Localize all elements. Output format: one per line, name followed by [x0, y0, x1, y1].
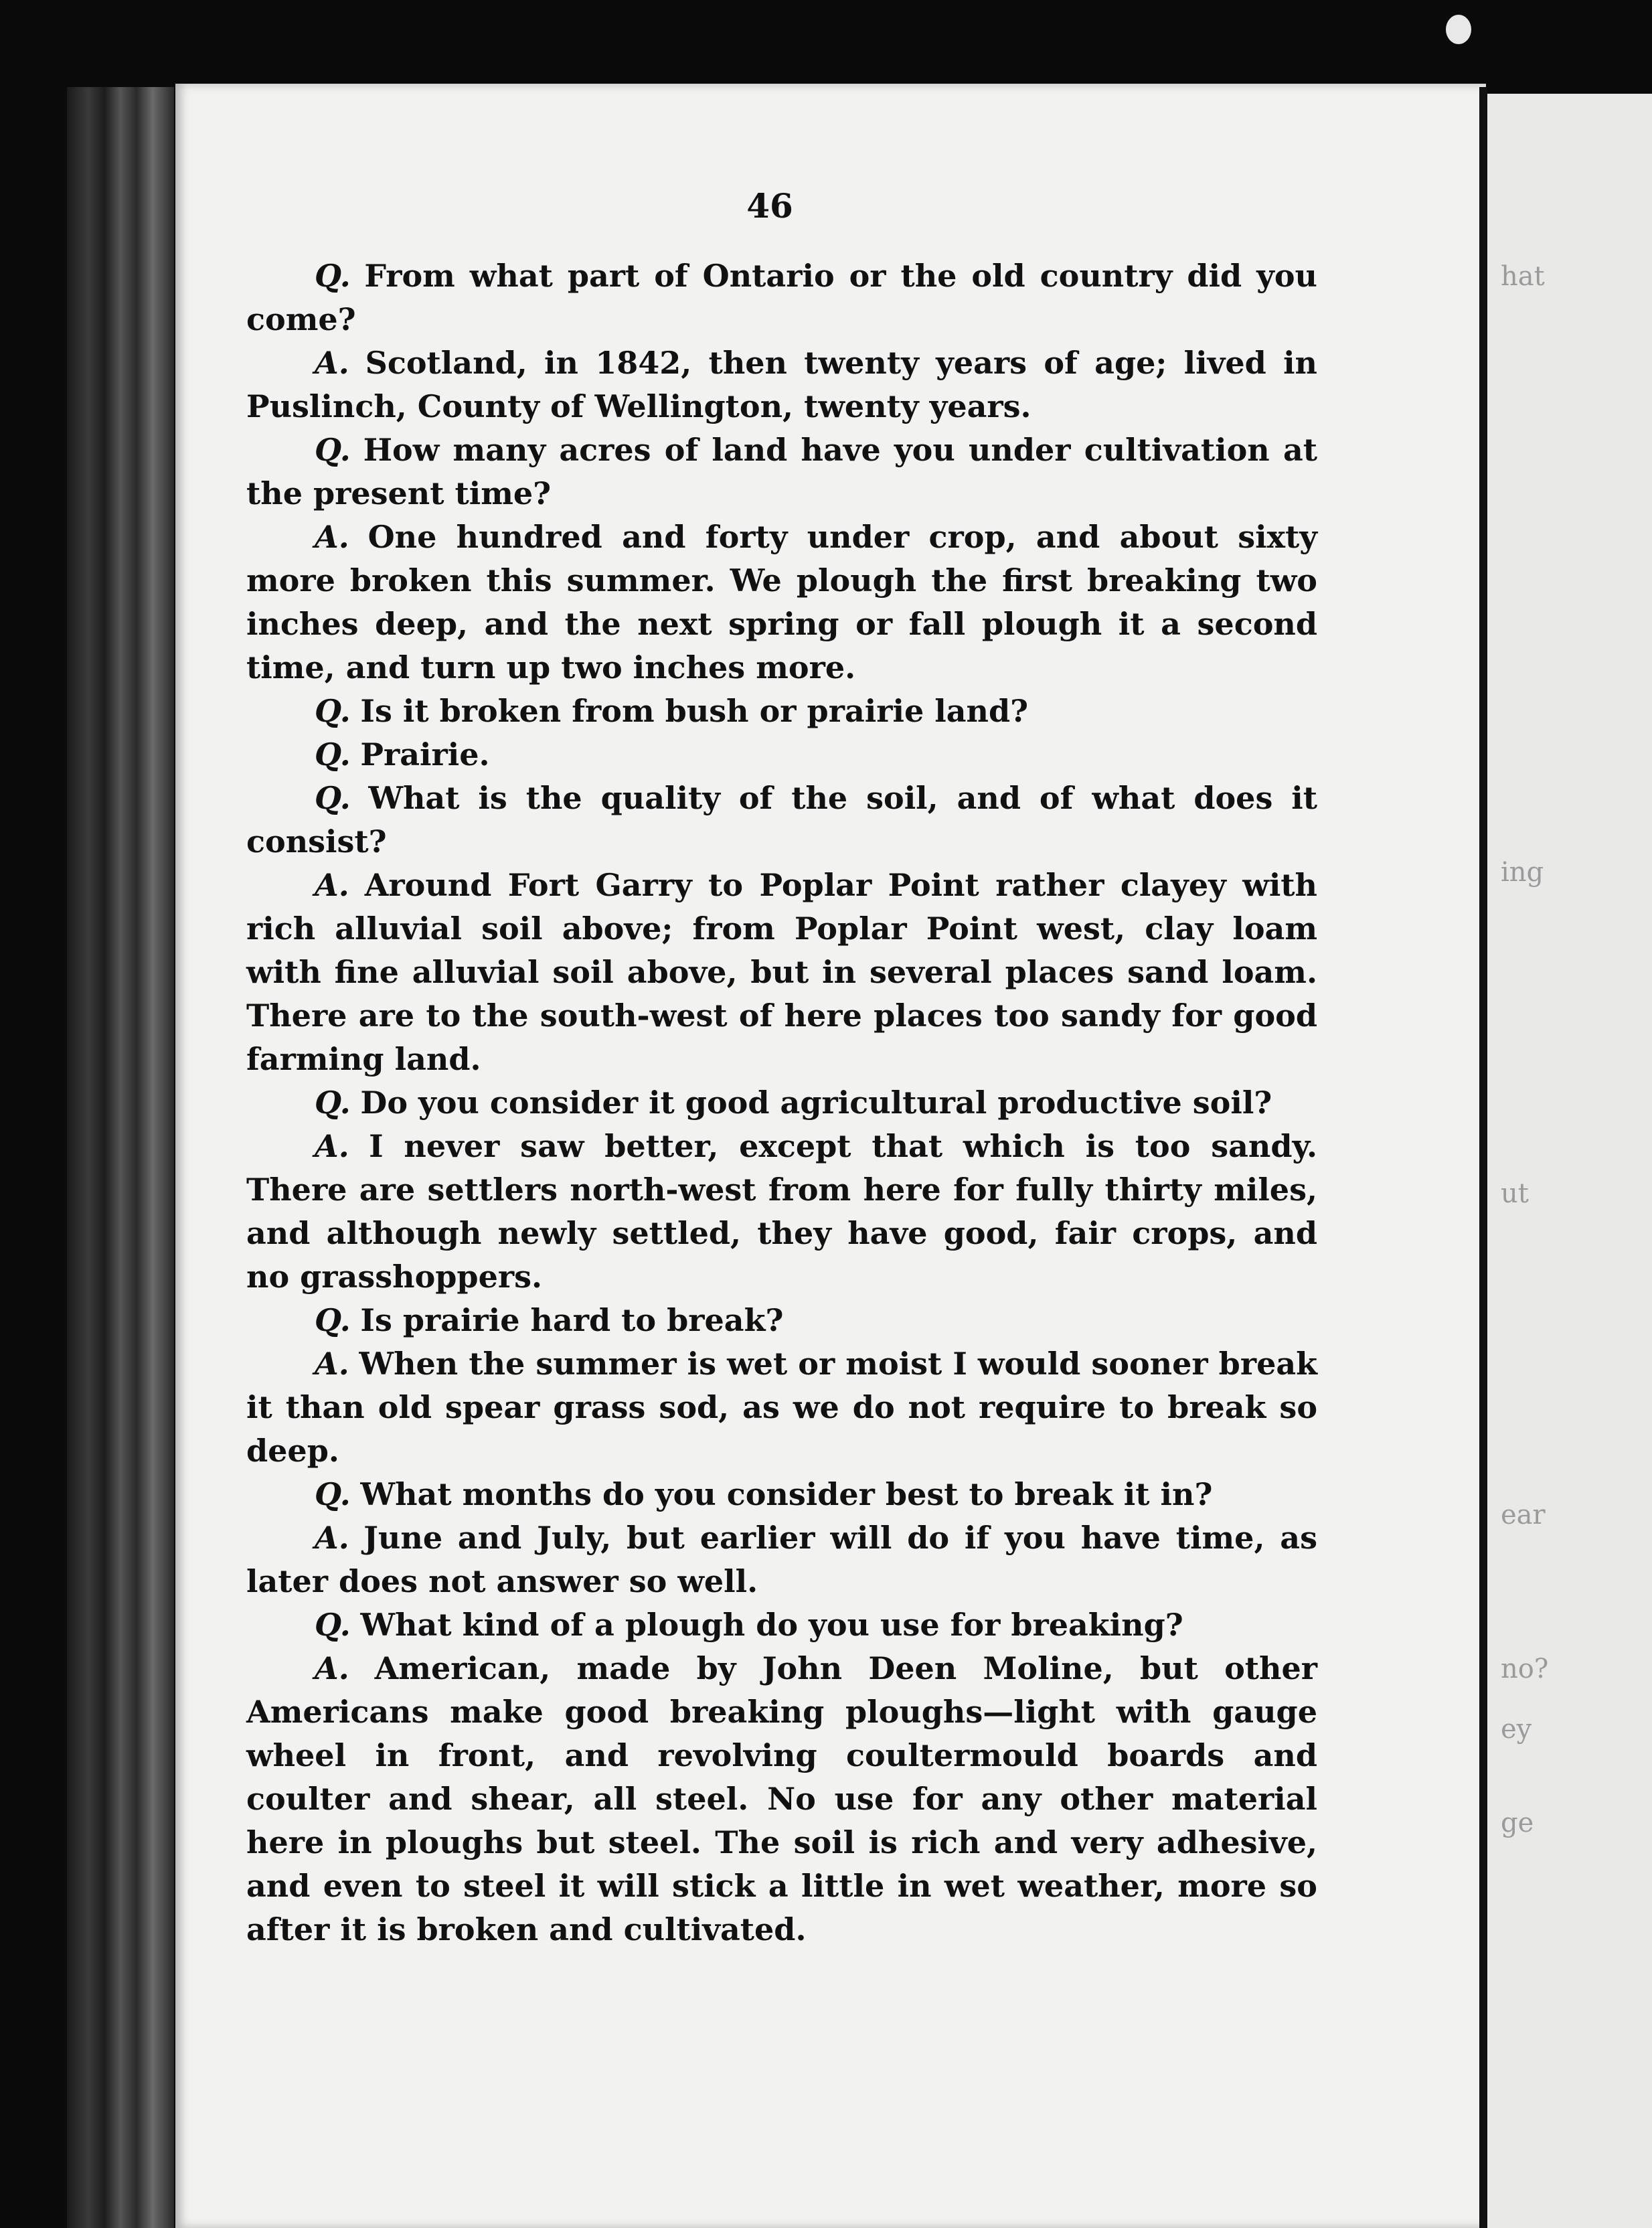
adjacent-page-fragment: ge [1501, 1808, 1534, 1838]
speaker-label: A. [315, 1346, 349, 1382]
paragraph [246, 1603, 1317, 1647]
adjacent-page-fragment: hat [1501, 261, 1545, 292]
paragraph-text: One hundred and forty under crop, and about sixty more broken this summer. We plough the first breaking two inches deep, and the next spring or fall plough it a second time, and turn up two inches more. [246, 519, 1317, 686]
paragraph-text: Around Fort Garry to Poplar Point rather clayey with rich alluvial soil above; from Poplar Point west, clay loam with fine alluvial soil above, but in several places sand loam. There are to the south-west of here places too sandy for good farming land. [246, 867, 1317, 1077]
speaker-label: Q. [315, 693, 351, 729]
paragraph-text: What months do you consider best to break it in? [360, 1476, 1213, 1512]
paragraph-text: When the summer is wet or moist I would sooner break it than old spear grass sod, as we do not require to break so deep. [246, 1346, 1318, 1469]
paragraph [246, 254, 1317, 341]
paragraph [246, 515, 1317, 690]
speaker-label: A. [315, 345, 349, 381]
paragraph-text: I never saw better, except that which is too sandy. There are settlers north-west from here for fully thirty miles, and although newly settled, they have good, fair crops, and no grasshoppers. [246, 1128, 1317, 1295]
paragraph-text: What kind of a plough do you use for breaking? [360, 1607, 1183, 1643]
speaker-label: Q. [315, 432, 351, 468]
adjacent-page [1487, 94, 1652, 2228]
paragraph [246, 777, 1317, 864]
scan-speck [1446, 15, 1471, 44]
paragraph [246, 690, 1317, 733]
speaker-label: A. [315, 1520, 349, 1556]
paragraph [246, 1081, 1317, 1125]
paragraph [246, 864, 1317, 1081]
paragraph-text: Do you consider it good agricultural productive soil? [360, 1085, 1272, 1121]
paragraph [246, 1516, 1317, 1603]
paragraph [246, 1342, 1317, 1473]
page-number: 46 [746, 186, 793, 226]
book-binding [67, 87, 174, 2228]
speaker-label: Q. [315, 736, 351, 773]
paragraph [246, 733, 1317, 777]
adjacent-page-fragment: no? [1501, 1654, 1549, 1684]
paragraph-text: Prairie. [360, 736, 490, 773]
adjacent-page-fragment: ey [1501, 1714, 1532, 1745]
adjacent-page-fragment: ut [1501, 1178, 1529, 1209]
paragraph [246, 428, 1317, 515]
paragraph [246, 1299, 1317, 1342]
adjacent-page-fragment: ear [1501, 1500, 1546, 1530]
paragraph-text: From what part of Ontario or the old country did you come? [246, 258, 1318, 337]
adjacent-page-fragment: ing [1501, 857, 1544, 888]
speaker-label: A. [315, 519, 349, 555]
speaker-label: A. [315, 1128, 349, 1164]
speaker-label: Q. [315, 1476, 351, 1512]
paragraph [246, 341, 1317, 428]
interview-text [246, 254, 1317, 1952]
paragraph-text: What is the quality of the soil, and of what does it consist? [246, 780, 1317, 860]
page-gutter-edge [1479, 87, 1487, 2228]
speaker-label: Q. [315, 1607, 351, 1643]
paragraph-text: American, made by John Deen Moline, but other Americans make good breaking ploughs—light with gauge wheel in front, and revolving coultermould boards and coulter and shear, all steel. No use for any other material here in ploughs but steel. The soil is rich and very adhesive, and even to steel it will stick a little in wet weather, more so after it is broken and cultivated. [246, 1650, 1318, 1947]
paragraph [246, 1125, 1317, 1299]
paragraph-text: Is prairie hard to break? [360, 1302, 784, 1338]
speaker-label: Q. [315, 258, 351, 294]
paragraph-text: How many acres of land have you under cultivation at the present time? [246, 432, 1317, 511]
speaker-label: Q. [315, 780, 351, 816]
paragraph [246, 1647, 1317, 1952]
paragraph-text: Is it broken from bush or prairie land? [360, 693, 1029, 729]
paragraph-text: Scotland, in 1842, then twenty years of age; lived in Puslinch, County of Wellington, twenty years. [246, 345, 1317, 424]
paragraph-text: June and July, but earlier will do if you have time, as later does not answer so well. [246, 1520, 1317, 1599]
speaker-label: Q. [315, 1085, 351, 1121]
speaker-label: A. [315, 867, 349, 903]
speaker-label: Q. [315, 1302, 351, 1338]
paragraph [246, 1473, 1317, 1516]
speaker-label: A. [315, 1650, 349, 1686]
